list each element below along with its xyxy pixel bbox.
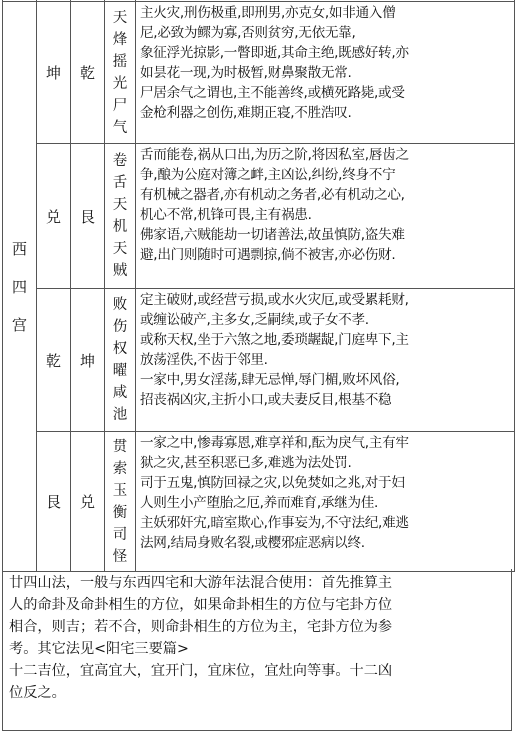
description-cell: 主火灾,刑伤极重,即刑男,亦克女,如非通入僧 尼,必致为鳏为寡,否则贫穷,无依无靠, 象征浮光掠影,一瞥即逝,其命主绝,既感好转,亦 如昙花一现,为时极暂,财鼻聚散无常. 尸居余气之谓也,主不能善终,或横死路毙,或受 金枪利器之创伤,难期正寝,不胜浩叹.: [136, 2, 515, 144]
gua-cell: 乾: [37, 289, 71, 432]
gua-cell: 艮: [71, 144, 105, 289]
gua-cell: 坤: [71, 289, 105, 432]
star-names: 贯 索 玉 衡 司 怪: [105, 432, 136, 572]
gua-cell: 兑: [37, 144, 71, 289]
palace-table: [2, 0, 515, 572]
description-cell: 舌而能卷,祸从口出,为历之阶,将因私室,唇齿之 争,酿为公庭对簿之衅,主凶讼,纠纷,终身不宁 有机械之器者,亦有机动之务者,必有机动之心, 机心不常,机锋可畏,主有祸患. 佛家语,六贼能劫一切诸善法,故虽慎防,盗失难 避,出门则随时可遇剽掠,倘不被害,亦必伤财.: [136, 144, 515, 289]
table-row: [3, 432, 515, 572]
footer-line: 十二吉位，宜高宜大，宜开门，宜床位，宜灶向等事。十二凶: [9, 663, 393, 679]
palace-label: [3, 2, 37, 572]
star-names: 卷 舌 天 机 天 贼: [105, 144, 136, 289]
palace-char: 四: [11, 277, 27, 296]
table-row: [3, 2, 515, 144]
description-cell: 定主破财,或经营亏损,或水火灾厄,或受累耗财, 或缠讼破产,主多女,乏嗣续,或子女不孝. 或称天权,坐于六煞之地,委琐龌龊,门庭卑下,主 放荡淫佚,不齿于邻里. 一家中,男女淫荡,肆无忌惮,辱门楣,败坏风俗, 招丧祸凶灾,主折小口,或夫妻反目,根基不稳: [136, 289, 515, 432]
gua-cell: 乾: [71, 2, 105, 144]
footer-line: 相合，则吉；若不合，则命卦相生的方位为主，宅卦方位为参: [9, 619, 393, 635]
description-cell: 一家之中,惨毒寡恩,难享祥和,酝为戾气,主有牢 狱之灾,甚至积恶已多,难逃为法处罚. 司于五鬼,慎防回禄之灾,以免焚如之兆,对于妇 人则生小产堕胎之厄,养而难育,承继为佳. 主妖邪奸宄,暗室欺心,作事妄为,不守法纪,难逃 法网,结局身败名裂,或樱邪症恶病以终.: [136, 432, 515, 572]
footer-line: 位反之。: [9, 685, 66, 701]
footer-line: 廿四山法，一般与东西四宅和大游年法混合使用：首先推算主: [9, 575, 393, 591]
gua-cell: 艮: [37, 432, 71, 572]
gua-cell: 坤: [37, 2, 71, 144]
table-row: [3, 144, 515, 289]
palace-char: 宫: [11, 315, 27, 334]
palace-char: 西: [11, 239, 27, 258]
star-names: 败 伤 权 曜 咸 池: [105, 289, 136, 432]
star-names: 天 烽 摇 光 尸 气: [105, 2, 136, 144]
footer-line: 人的命卦及命卦相生的方位，如果命卦相生的方位与宅卦方位: [9, 597, 393, 613]
gua-cell: 兑: [71, 432, 105, 572]
footer-notes: [2, 569, 512, 731]
footer-line: 考。其它法见<阳宅三要篇>: [9, 641, 189, 657]
table-row: [3, 289, 515, 432]
